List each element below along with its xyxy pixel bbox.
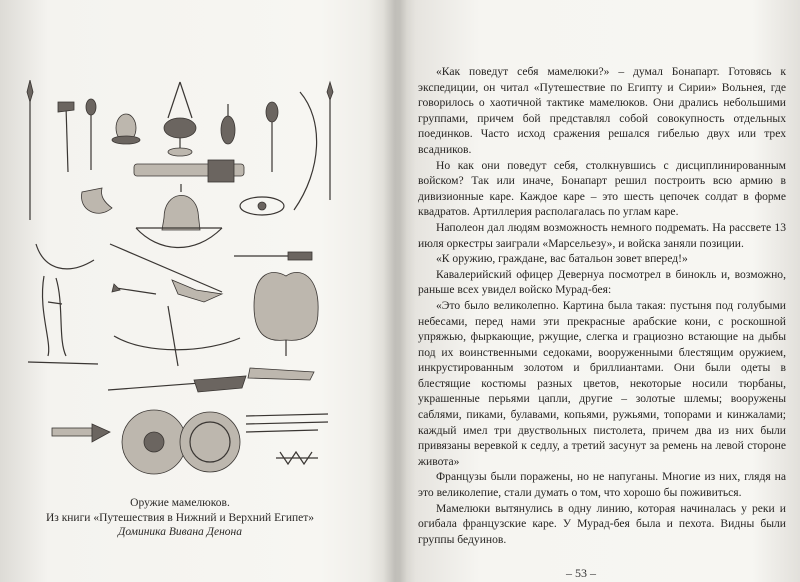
- musket-illustration: [108, 376, 246, 392]
- lamp-illustration: [112, 114, 140, 144]
- paragraph: «Это было великолепно. Картина была такая: пустыня под голубыми небесами, перед нами эти прекрасные арабские кони, с роскошной упряжью, фыркающие, ржущие, слегка и грациозно встающие на дыбы под их воинственными седоками, вооруженными блестящим оружием, инкрустированным золотом и бриллиантами. Они были одеты в блестящие костюмы разных цветов, некоторые носили тюрбаны, украшенные перьями цапли, другие – золотые шлемы; вооружены саблями, пиками, булавами, копьями, ружьями, топорами и кинжалами; каждый имел три двуствольных пистолета, причем два из них были привязаны веревкой к седлу, а третий засунут за ремень на левой стороне живота»: [418, 298, 786, 468]
- caption-source: Из книги «Путешествия в Нижний и Верхний Египет»: [45, 511, 315, 524]
- bow-illustration: [136, 228, 222, 248]
- shield-right-illustration: [180, 412, 240, 472]
- scabbard-illustration: [248, 368, 314, 380]
- axe-illustration: [58, 102, 74, 172]
- bracelet-illustration: [240, 197, 284, 215]
- harness-illustration: [42, 276, 66, 356]
- dagger-curved-illustration: [36, 244, 94, 269]
- spur-illustration: [172, 280, 222, 302]
- paragraph: «К оружию, граждане, вас батальон зовет вперед!»: [436, 252, 688, 266]
- illustration-caption: [24, 496, 336, 540]
- mace-illustration: [86, 99, 96, 170]
- book-gutter: [383, 0, 407, 582]
- knife-illustration: [234, 252, 312, 260]
- paragraph: Мамелюки вытянулись в одну линию, которая начиналась у реки и огибала французские каре. У Мурад-бея была и пехота. Видны были группы бедуинов.: [418, 501, 786, 546]
- sword-straight-illustration: [28, 362, 98, 364]
- pistol-illustration: [52, 424, 110, 442]
- caption-author: Доминика Вивана Денона: [118, 526, 242, 538]
- weapons-engraving: [18, 80, 338, 480]
- sabre-curved-illustration: [294, 92, 317, 210]
- paragraph: Наполеон дал людям возможность немного подремать. На рассвете 13 июля оркестры заиграли «Марсельезу», и войска заняли позиции.: [418, 220, 786, 250]
- paragraph: Французы были поражены, но не напуганы. Многие из них, глядя на это великолепие, стали думать о том, что хорошо бы поживиться.: [418, 470, 786, 500]
- paragraph: «Как поведут себя мамелюки?» – думал Бонапарт. Готовясь к экспедиции, он читал «Путешествие по Египту и Сирии» Вольнея, где говорилось о хаотичной тактике мамелюков. Они дрались небольшими группами, причем бой представлял собой совокупность отдельных поединков. Часто исход сражения решался гибелью двух или трех всадников.: [418, 65, 786, 156]
- helmet-illustration: [162, 184, 200, 230]
- caption-title: Оружие мамелюков.: [130, 497, 230, 509]
- powder-horn-illustration: [81, 188, 112, 213]
- gun-barrel-illustration: [134, 160, 244, 182]
- spear-right-illustration: [327, 82, 333, 200]
- club-illustration: [266, 102, 278, 172]
- ornament-illustration: [276, 452, 318, 464]
- flask-illustration: [221, 104, 235, 144]
- paragraph: Кавалерийский офицер Девернуа посмотрел в бинокль и, возможно, раньше всех увидел войско Мурад-бея:: [418, 267, 786, 297]
- hanging-censer-illustration: [164, 82, 196, 156]
- page-number: – 53 –: [566, 566, 596, 580]
- saddle-illustration: [254, 272, 318, 356]
- body-text: [418, 64, 786, 547]
- shield-left-illustration: [122, 410, 186, 474]
- lance-illustration: [110, 244, 222, 292]
- paragraph: Но как они поведут себя, столкнувшись с дисциплинированным войском? Так или иначе, Бонапарт решил построить всю армию в дивизионные каре. Каждое каре – это шесть цепочек солдат в форме квадратов. Артиллерия располагалась по углам каре.: [418, 158, 786, 219]
- rods-illustration: [246, 414, 328, 432]
- crossbow-illustration: [114, 306, 240, 366]
- spear-left-illustration: [27, 80, 33, 220]
- arrow-illustration: [112, 284, 156, 294]
